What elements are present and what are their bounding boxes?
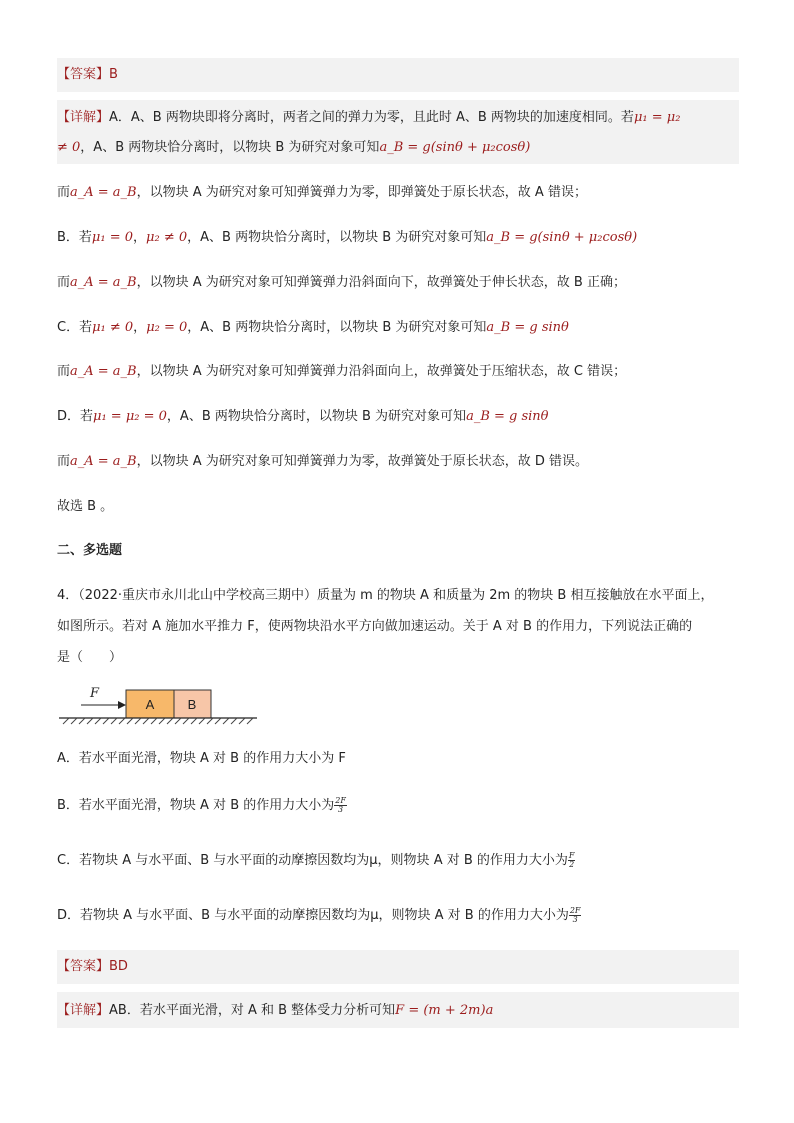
block-b-label: B (187, 697, 197, 712)
section-heading: 二、多选题 (57, 543, 123, 558)
explanation-line-8: D．若μ₁ = μ₂ = 0，A、B 两物块恰分离时，以物块 B 为研究对象可知a_B = g sinθ (57, 409, 549, 424)
explanation-line-4: B．若μ₁ = 0，μ₂ ≠ 0，A、B 两物块恰分离时，以物块 B 为研究对象可知a_B = g(sinθ + μ₂cosθ) (57, 230, 638, 245)
answer-box-q4 (57, 950, 739, 984)
block-a-label: A (145, 697, 155, 712)
fraction: $\frac{2F}{3}$ (569, 906, 581, 924)
answer-value: B (109, 67, 118, 82)
conclusion: 故选 B 。 (57, 499, 114, 514)
explanation-line-5: 而a_A = a_B，以物块 A 为研究对象可知弹簧弹力沿斜面向下，故弹簧处于伸长状态，故 B 正确； (57, 275, 626, 290)
force-label: F (90, 686, 100, 701)
question-4-line-3: 是（ ） (57, 650, 123, 665)
answer-label: 【答案】 (57, 67, 110, 82)
option-d: D．若物块 A 与水平面、B 与水平面的动摩擦因数均为μ，则物块 A 对 B 的作用力大小为 $\frac{2F}{3}$ (57, 906, 581, 924)
explanation-line-1: 【详解】A．A、B 两物块即将分离时，两者之间的弹力为零，且此时 A、B 两物块的加速度相同。若μ₁ = μ₂ (57, 110, 681, 125)
answer-q3 (57, 65, 118, 85)
question-4-line-2: 如图所示。若对 A 施加水平推力 F，使两物块沿水平方向做加速运动。关于 A 对 B 的作用力，下列说法正确的 (57, 619, 693, 634)
fraction: $\frac{F}{2}$ (568, 851, 575, 869)
answer-box-q3 (57, 58, 739, 92)
answer-q4 (57, 957, 128, 977)
ground-hatching (63, 718, 253, 724)
explanation-label: 【详解】 (57, 110, 110, 125)
question-4-line-1: 4．（2022·重庆市永川北山中学校高三期中）质量为 m 的物块 A 和质量为 2m 的物块 B 相互接触放在水平面上， (57, 588, 714, 603)
explanation-line-6: C．若μ₁ ≠ 0，μ₂ = 0，A、B 两物块恰分离时，以物块 B 为研究对象可知a_B = g sinθ (57, 320, 569, 335)
option-c: C．若物块 A 与水平面、B 与水平面的动摩擦因数均为μ，则物块 A 对 B 的作用力大小为 $\frac{F}{2}$ (57, 851, 575, 869)
fraction: $\frac{2F}{3}$ (335, 796, 346, 814)
blocks-figure (57, 682, 267, 728)
explanation-line-9: 而a_A = a_B，以物块 A 为研究对象可知弹簧弹力为零，故弹簧处于原长状态，故 D 错误。 (57, 454, 589, 469)
explanation-line-3: 而a_A = a_B，以物块 A 为研究对象可知弹簧弹力为零，即弹簧处于原长状态，故 A 错误； (57, 185, 587, 200)
explanation-line-2: ≠ 0，A、B 两物块恰分离时，以物块 B 为研究对象可知a_B = g(sinθ + μ₂cosθ) (57, 140, 531, 155)
explanation-q4: 【详解】AB．若水平面光滑，对 A 和 B 整体受力分析可知F = (m + 2m)a (57, 1003, 494, 1018)
option-b: B．若水平面光滑，物块 A 对 B 的作用力大小为 $\frac{2F}{3}$ (57, 796, 346, 814)
explanation-line-7: 而a_A = a_B，以物块 A 为研究对象可知弹簧弹力沿斜面向上，故弹簧处于压缩状态，故 C 错误； (57, 364, 627, 379)
answer-label: 【答案】 (57, 959, 110, 974)
explanation-label: 【详解】 (57, 1003, 110, 1018)
answer-value: BD (109, 959, 128, 974)
option-a: A．若水平面光滑，物块 A 对 B 的作用力大小为 F (57, 751, 346, 766)
